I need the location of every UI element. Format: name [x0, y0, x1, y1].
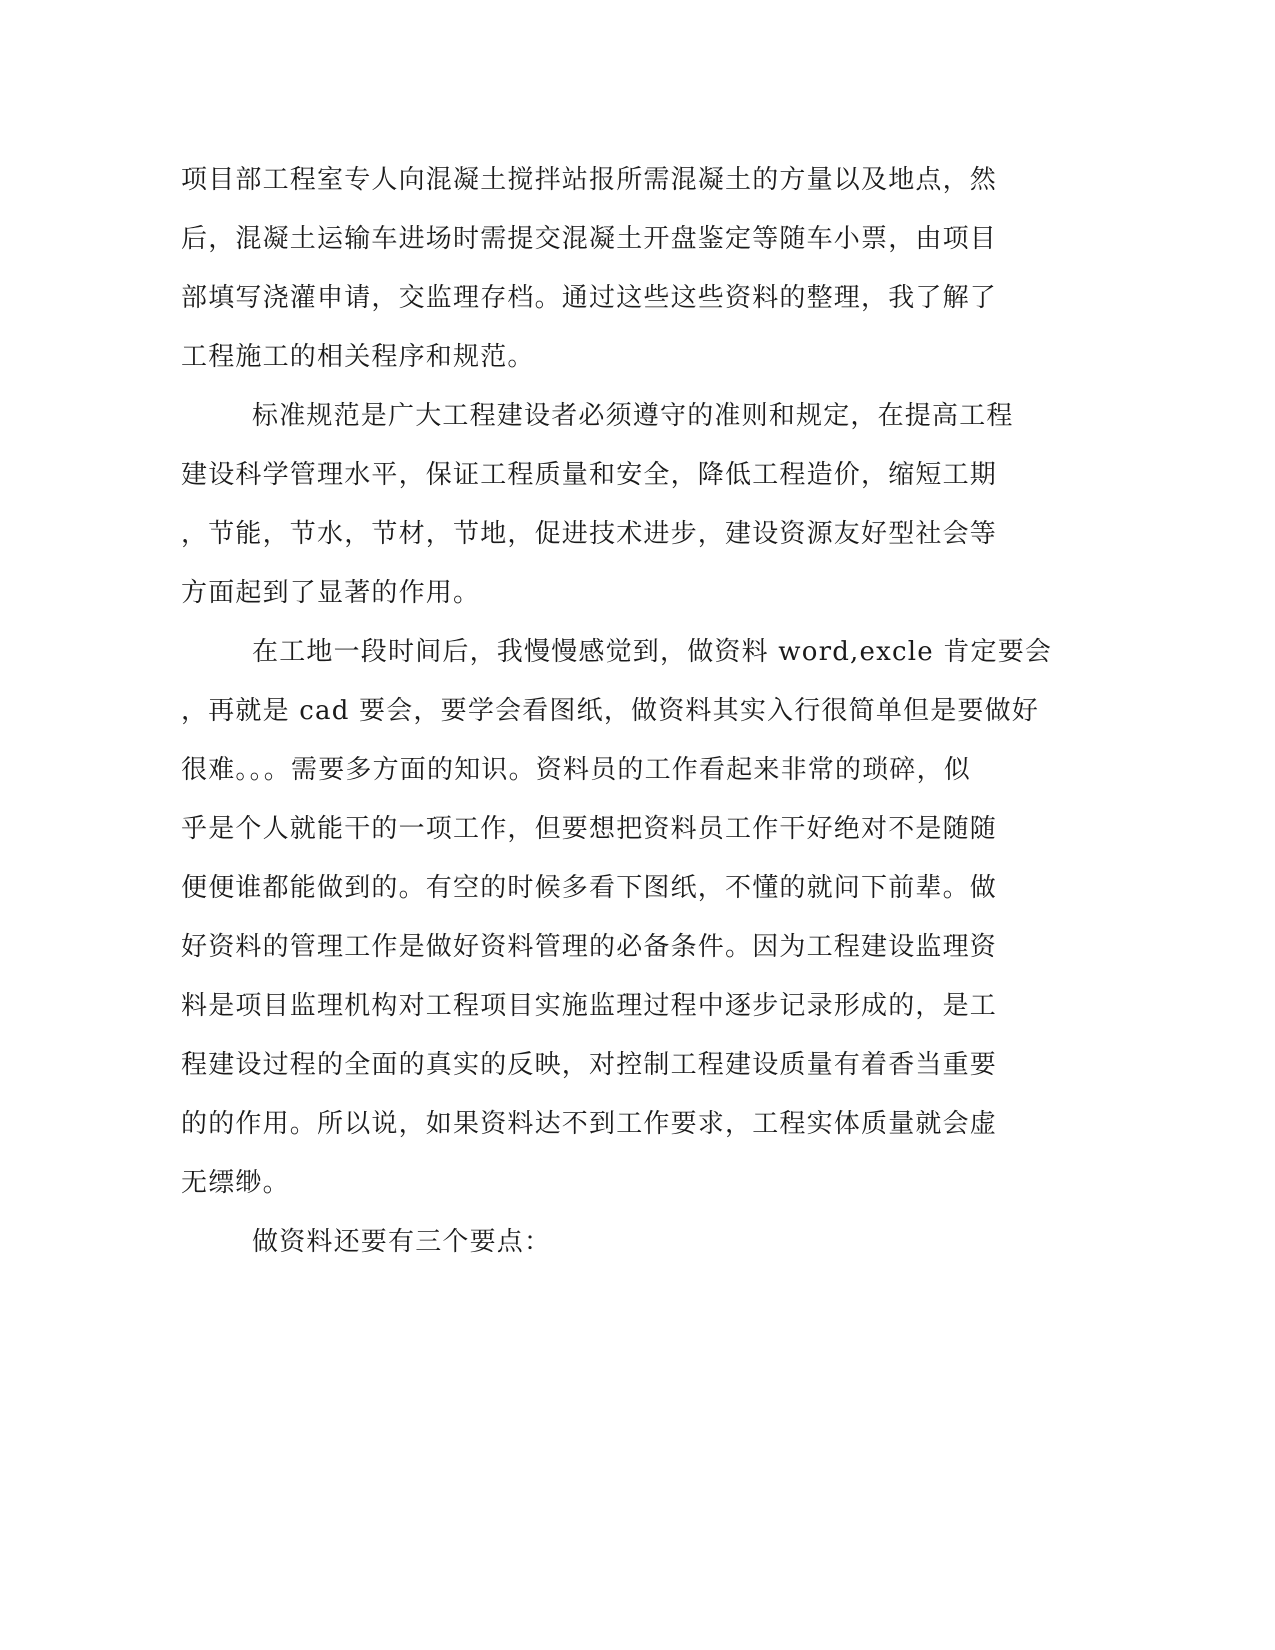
paragraph-3-line-6: 好资料的管理工作是做好资料管理的必备条件。因为工程建设监理资 [181, 932, 998, 962]
paragraph-3-line-3: 很难。。。需要多方面的知识。资料员的工作看起来非常的琐碎，似 [181, 755, 972, 785]
paragraph-3-line-1: 在工地一段时间后，我慢慢感觉到，做资料 word,excle 肯定要会 [252, 637, 1053, 667]
paragraph-3-line-5: 便便谁都能做到的。有空的时候多看下图纸，不懂的就问下前辈。做 [181, 873, 998, 903]
paragraph-3-line-7: 料是项目监理机构对工程项目实施监理过程中逐步记录形成的，是工 [181, 991, 998, 1021]
paragraph-1-line-1: 项目部工程室专人向混凝土搅拌站报所需混凝土的方量以及地点，然 [181, 165, 998, 195]
paragraph-3-line-10: 无缥缈。 [181, 1168, 290, 1198]
paragraph-2-line-1: 标准规范是广大工程建设者必须遵守的准则和规定，在提高工程 [252, 401, 1014, 431]
paragraph-4-line-1: 做资料还要有三个要点： [252, 1227, 552, 1257]
paragraph-1-line-4: 工程施工的相关程序和规范。 [181, 342, 535, 372]
paragraph-2-line-4: 方面起到了显著的作用。 [181, 578, 481, 608]
paragraph-1-line-3: 部填写浇灌申请，交监理存档。通过这些这些资料的整理，我了解了 [181, 283, 998, 313]
paragraph-1-line-2: 后，混凝土运输车进场时需提交混凝土开盘鉴定等随车小票，由项目 [181, 224, 998, 254]
paragraph-3-line-4: 乎是个人就能干的一项工作，但要想把资料员工作干好绝对不是随随 [181, 814, 998, 844]
paragraph-3-line-2: ，再就是 cad 要会，要学会看图纸，做资料其实入行很简单但是要做好 [181, 696, 1040, 726]
paragraph-3-line-9: 的的作用。所以说，如果资料达不到工作要求，工程实体质量就会虚 [181, 1109, 998, 1139]
paragraph-3-line-8: 程建设过程的全面的真实的反映，对控制工程建设质量有着香当重要 [181, 1050, 998, 1080]
paragraph-2-line-3: ，节能，节水，节材，节地，促进技术进步，建设资源友好型社会等 [181, 519, 998, 549]
paragraph-2-line-2: 建设科学管理水平，保证工程质量和安全，降低工程造价，缩短工期 [181, 460, 998, 490]
